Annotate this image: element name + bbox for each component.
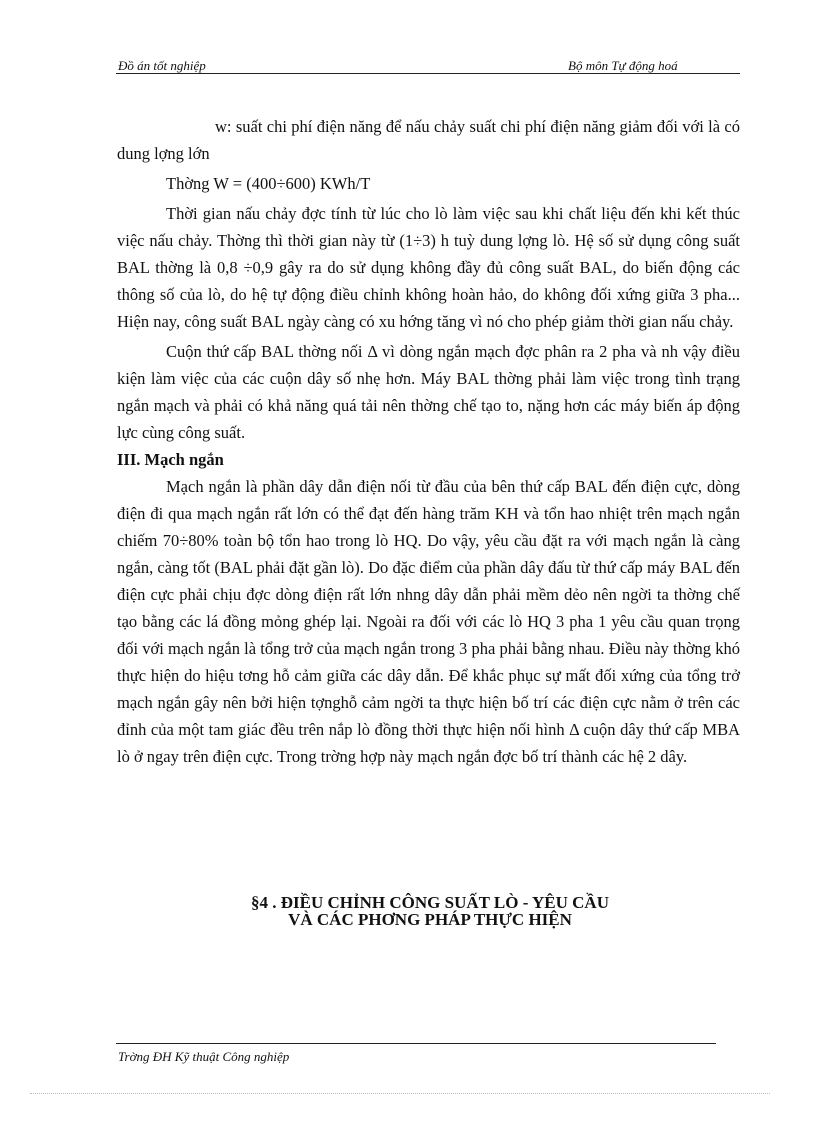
- paragraph-3: Thời gian nấu chảy đợc tính từ lúc cho lò làm việc sau khi chất liệu đến khi kết thúc việc nấu chảy. Thờng thì thời gian này từ (1÷3) h tuỳ dung lợng lò. Hệ số sử dụng công suất BAL thờng là 0,8 ÷0,9 gây ra do sử dụng không đầy đủ công suất BAL, do biến động các thông số của lò, do hệ tự động điều chỉnh không hoàn hảo, do không đối xứng giữa 3 pha... Hiện nay, công suất BAL ngày càng có xu hớng tăng vì nó cho phép giảm thời gian nấu chảy.: [117, 204, 740, 331]
- paragraph-5: Mạch ngắn là phần dây dẫn điện nối từ đầu của bên thứ cấp BAL đến điện cực, dòng điện đi qua mạch ngắn rất lớn có thể đạt đến hàng trăm KH và tổn hao nhiệt trên mạch ngắn chiếm 70÷80% toàn bộ tổn hao trong lò HQ. Do vậy, yêu cầu đặt ra với mạch ngắn là càng ngắn, càng tốt (BAL phải đặt gần lò). Do đặc điểm của phần dây đấu từ thứ cấp máy BAL đến điện cực phải chịu đợc dòng điện rất lớn nhng dây dẫn phải mềm dẻo nên ngời ta thờng chế tạo bằng các lá đồng mỏng ghép lại. Ngoài ra đối với các lò HQ 3 pha 1 yêu cầu quan trọng đối với mạch ngắn là tổng trở của mạch ngắn trong 3 pha phải bằng nhau. Điều này thờng khó thực hiện do hiệu tơng hỗ cảm giữa các dây dẫn. Để khắc phục sự mất đối xứng của tổng trở mạch ngắn gây nên bởi hiện tợnghỗ cảm ngời ta thực hiện bố trí các điện cực nằm ở trên các đỉnh của một tam giác đều trên nắp lò đồng thời thực hiện nối hình Δ cuộn dây thứ cấp MBA lò ở ngay trên điện cực. Trong trờng hợp này mạch ngắn đợc bố trí thành các hệ 2 dây.: [117, 477, 740, 766]
- paragraph-4: Cuộn thứ cấp BAL thờng nối Δ vì dòng ngắn mạch đợc phân ra 2 pha và nh vậy điều kiện làm việc của các cuộn dây số nhẹ hơn. Máy BAL thờng phải làm việc trong tình trạng ngắn mạch và phải có khả năng quá tải nên thờng chế tạo to, nặng hơn các máy biến áp động lực cùng công suất.: [117, 342, 740, 442]
- header-right: Bộ môn Tự động hoá: [568, 58, 678, 73]
- page-bottom-border: [30, 1093, 770, 1094]
- footer-left: Trờng ĐH Kỹ thuật Công nghiệp: [118, 1049, 290, 1064]
- section-heading-iii: III. Mạch ngắn: [117, 450, 224, 469]
- body-text: [117, 113, 740, 770]
- footer-rule: [116, 1043, 716, 1044]
- paragraph-1: w: suất chi phí điện năng để nấu chảy suất chi phí điện năng giảm đối với là có dung lợng lớn: [117, 117, 740, 163]
- section-title-line-2: VÀ CÁC PHƠNG PHÁP THỰC HIỆN: [288, 910, 572, 929]
- header-left: Đồ án tốt nghiệp: [118, 58, 206, 73]
- section-title-line-1: §4 . ĐIỀU CHỈNH CÔNG SUẤT LÒ - YÊU CẦU: [251, 893, 609, 912]
- header-rule: [116, 73, 740, 74]
- section-title: [150, 894, 710, 928]
- paragraph-2: Thờng W = (400÷600) KWh/T: [166, 174, 371, 193]
